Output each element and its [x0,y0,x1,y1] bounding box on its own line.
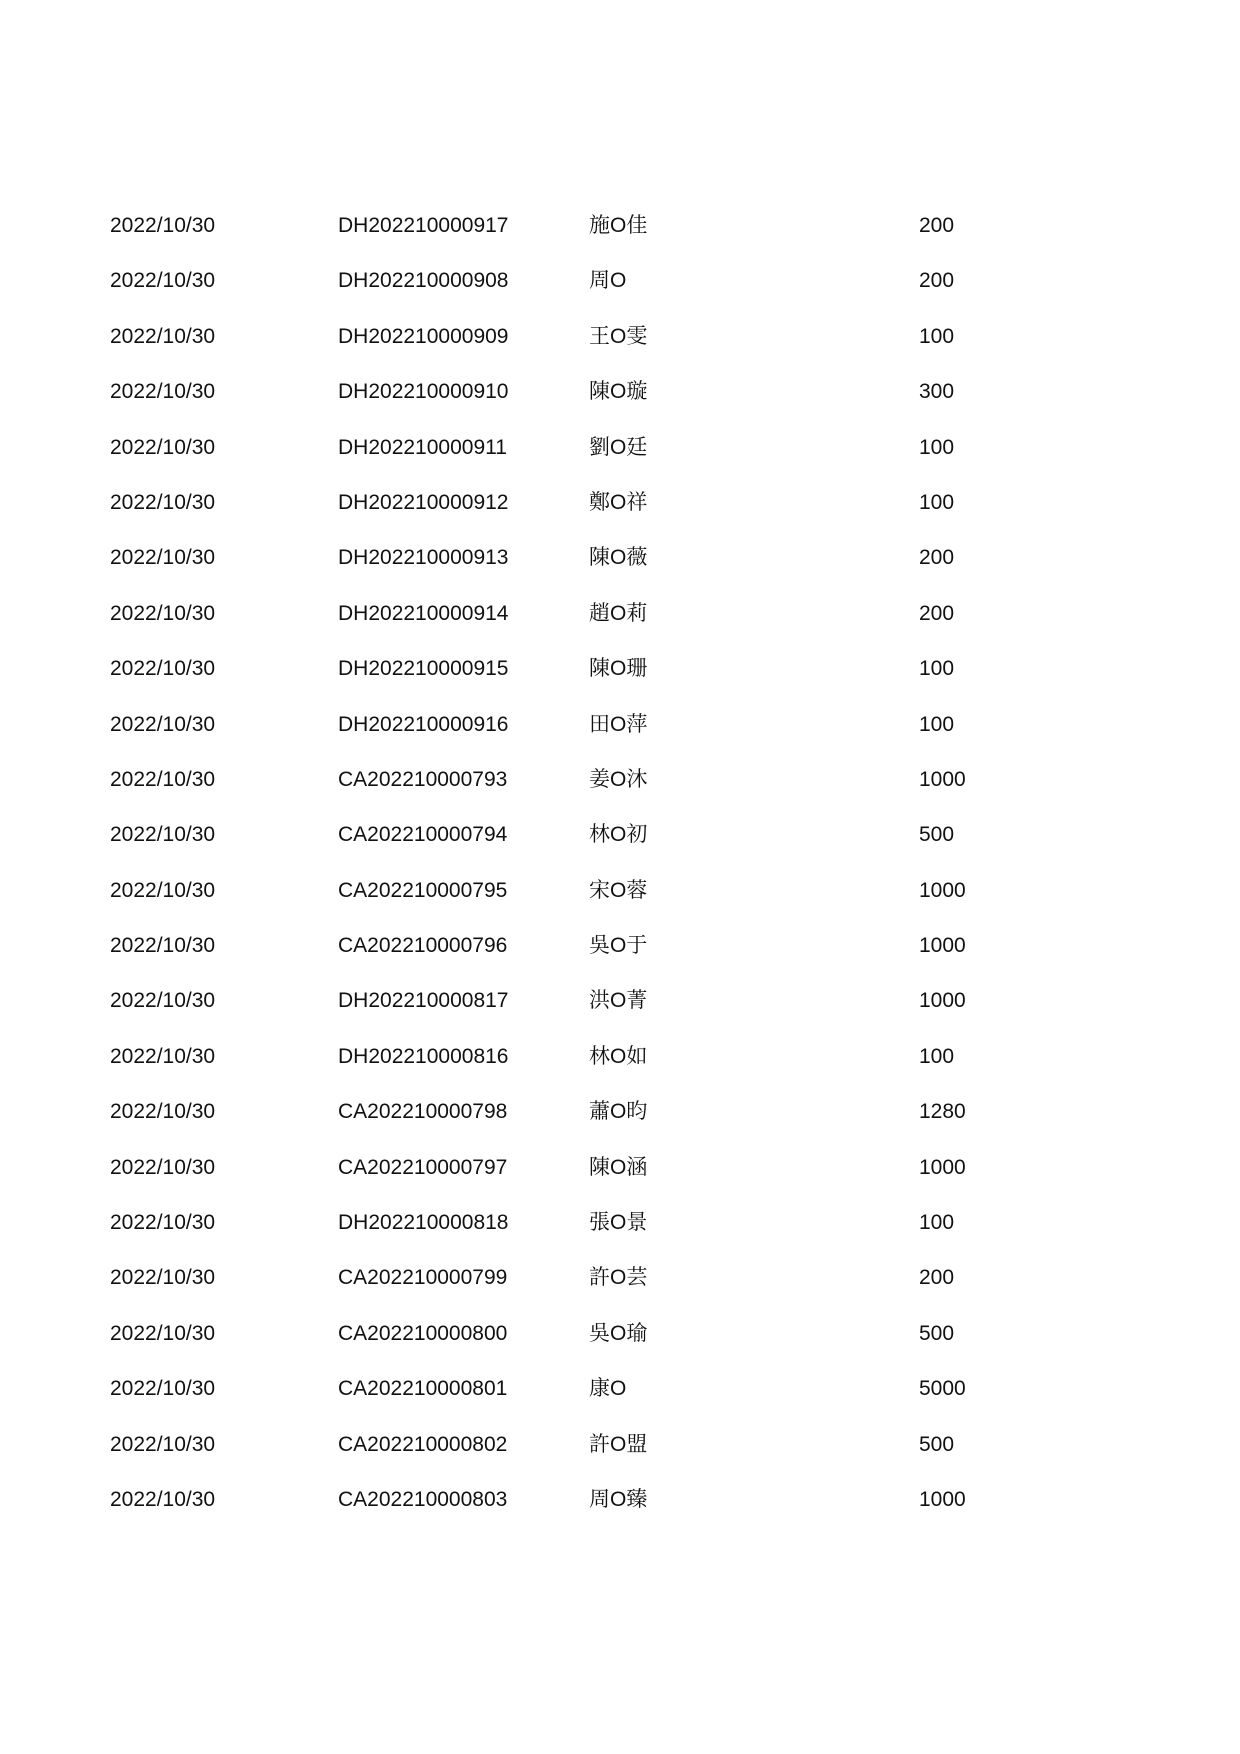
date-cell: 2022/10/30 [110,657,216,681]
order-id-cell: CA202210000797 [338,1155,508,1179]
order-id-cell: CA202210000798 [338,1100,508,1124]
date-cell: 2022/10/30 [110,712,216,736]
table-row [0,377,1240,432]
donor-name-cell: 林O初 [589,823,648,847]
amount-cell: 1280 [919,1100,966,1124]
donor-name-cell: 林O如 [589,1044,648,1068]
table-row [0,1319,1240,1374]
table-row [0,820,1240,875]
amount-cell: 1000 [919,878,966,902]
amount-cell: 200 [919,1266,955,1290]
order-id-cell: CA202210000793 [338,767,508,791]
order-id-cell: DH202210000818 [338,1211,509,1235]
date-cell: 2022/10/30 [110,435,216,459]
amount-cell: 1000 [919,767,966,791]
amount-cell: 100 [919,490,955,514]
order-id-cell: CA202210000803 [338,1487,508,1511]
donor-name-cell: 施O佳 [589,214,648,237]
date-cell: 2022/10/30 [110,1211,216,1235]
order-id-cell: DH202210000816 [338,1044,509,1068]
order-id-cell: DH202210000916 [338,712,509,736]
order-id-cell: CA202210000799 [338,1266,508,1290]
donor-name-cell: 周O臻 [589,1487,648,1511]
donor-name-cell: 吳O于 [589,934,648,958]
table-row [0,543,1240,598]
date-cell: 2022/10/30 [110,1487,216,1511]
donor-name-cell: 許O盟 [589,1432,648,1456]
amount-cell: 1000 [919,934,966,958]
date-cell: 2022/10/30 [110,269,216,293]
table-row [0,1374,1240,1429]
order-id-cell: CA202210000800 [338,1321,508,1345]
date-cell: 2022/10/30 [110,490,216,514]
table-row [0,1042,1240,1097]
date-cell: 2022/10/30 [110,767,216,791]
table-row [0,488,1240,543]
amount-cell: 100 [919,435,955,459]
table-row [0,710,1240,765]
table-row [0,266,1240,321]
amount-cell: 100 [919,657,955,681]
order-id-cell: DH202210000910 [338,380,509,404]
date-cell: 2022/10/30 [110,823,216,847]
amount-cell: 500 [919,1321,955,1345]
amount-cell: 1000 [919,1155,966,1179]
donor-name-cell: 陳O璇 [589,380,648,404]
order-id-cell: DH202210000915 [338,657,509,681]
table-row [0,876,1240,931]
order-id-cell: CA202210000794 [338,823,508,847]
donor-name-cell: 洪O菁 [589,989,648,1013]
table-row [0,322,1240,377]
donor-name-cell: 許O芸 [589,1266,648,1290]
date-cell: 2022/10/30 [110,546,216,570]
order-id-cell: CA202210000801 [338,1377,508,1401]
table-row [0,654,1240,709]
order-id-cell: DH202210000911 [338,435,507,459]
donor-name-cell: 蕭O昀 [589,1100,648,1124]
date-cell: 2022/10/30 [110,1377,216,1401]
order-id-cell: DH202210000917 [338,214,509,237]
order-id-cell: DH202210000913 [338,546,509,570]
amount-cell: 100 [919,1044,955,1068]
amount-cell: 500 [919,823,955,847]
amount-cell: 500 [919,1432,955,1456]
amount-cell: 200 [919,269,955,293]
date-cell: 2022/10/30 [110,324,216,348]
amount-cell: 300 [919,380,955,404]
table-row [0,433,1240,488]
donor-name-cell: 康O [589,1377,627,1401]
table-row [0,986,1240,1041]
date-cell: 2022/10/30 [110,878,216,902]
date-cell: 2022/10/30 [110,380,216,404]
donor-name-cell: 姜O沐 [589,767,648,791]
table-row [0,1097,1240,1152]
donor-name-cell: 陳O涵 [589,1155,648,1179]
donor-name-cell: 宋O蓉 [589,878,648,902]
date-cell: 2022/10/30 [110,1321,216,1345]
order-id-cell: DH202210000909 [338,324,509,348]
date-cell: 2022/10/30 [110,1044,216,1068]
amount-cell: 1000 [919,989,966,1013]
donor-name-cell: 張O景 [589,1211,648,1235]
order-id-cell: CA202210000795 [338,878,508,902]
table-row [0,599,1240,654]
date-cell: 2022/10/30 [110,989,216,1013]
order-id-cell: DH202210000817 [338,989,509,1013]
amount-cell: 100 [919,324,955,348]
date-cell: 2022/10/30 [110,1100,216,1124]
date-cell: 2022/10/30 [110,1432,216,1456]
date-cell: 2022/10/30 [110,1155,216,1179]
donor-name-cell: 周O [589,269,627,293]
table-row [0,765,1240,820]
donor-name-cell: 陳O薇 [589,546,648,570]
amount-cell: 200 [919,601,955,625]
date-cell: 2022/10/30 [110,1266,216,1290]
order-id-cell: CA202210000796 [338,934,508,958]
amount-cell: 200 [919,214,955,237]
date-cell: 2022/10/30 [110,214,216,237]
order-id-cell: DH202210000914 [338,601,509,625]
donor-name-cell: 陳O珊 [589,657,648,681]
amount-cell: 200 [919,546,955,570]
order-id-cell: DH202210000908 [338,269,509,293]
amount-cell: 1000 [919,1487,966,1511]
order-id-cell: CA202210000802 [338,1432,508,1456]
donor-name-cell: 王O雯 [589,324,648,348]
table-row [0,1153,1240,1208]
date-cell: 2022/10/30 [110,601,216,625]
table-row [0,1430,1240,1485]
donor-name-cell: 田O萍 [589,712,648,736]
donor-name-cell: 吳O瑜 [589,1321,648,1345]
table-row [0,1485,1240,1540]
amount-cell: 100 [919,1211,955,1235]
table-row [0,1263,1240,1318]
donor-name-cell: 趙O莉 [589,601,648,625]
date-cell: 2022/10/30 [110,934,216,958]
order-id-cell: DH202210000912 [338,490,509,514]
donor-name-cell: 鄭O祥 [589,490,648,514]
donation-list [0,211,1240,1540]
donor-name-cell: 劉O廷 [589,435,648,459]
table-row [0,211,1240,266]
amount-cell: 5000 [919,1377,966,1401]
table-row [0,931,1240,986]
amount-cell: 100 [919,712,955,736]
table-row [0,1208,1240,1263]
